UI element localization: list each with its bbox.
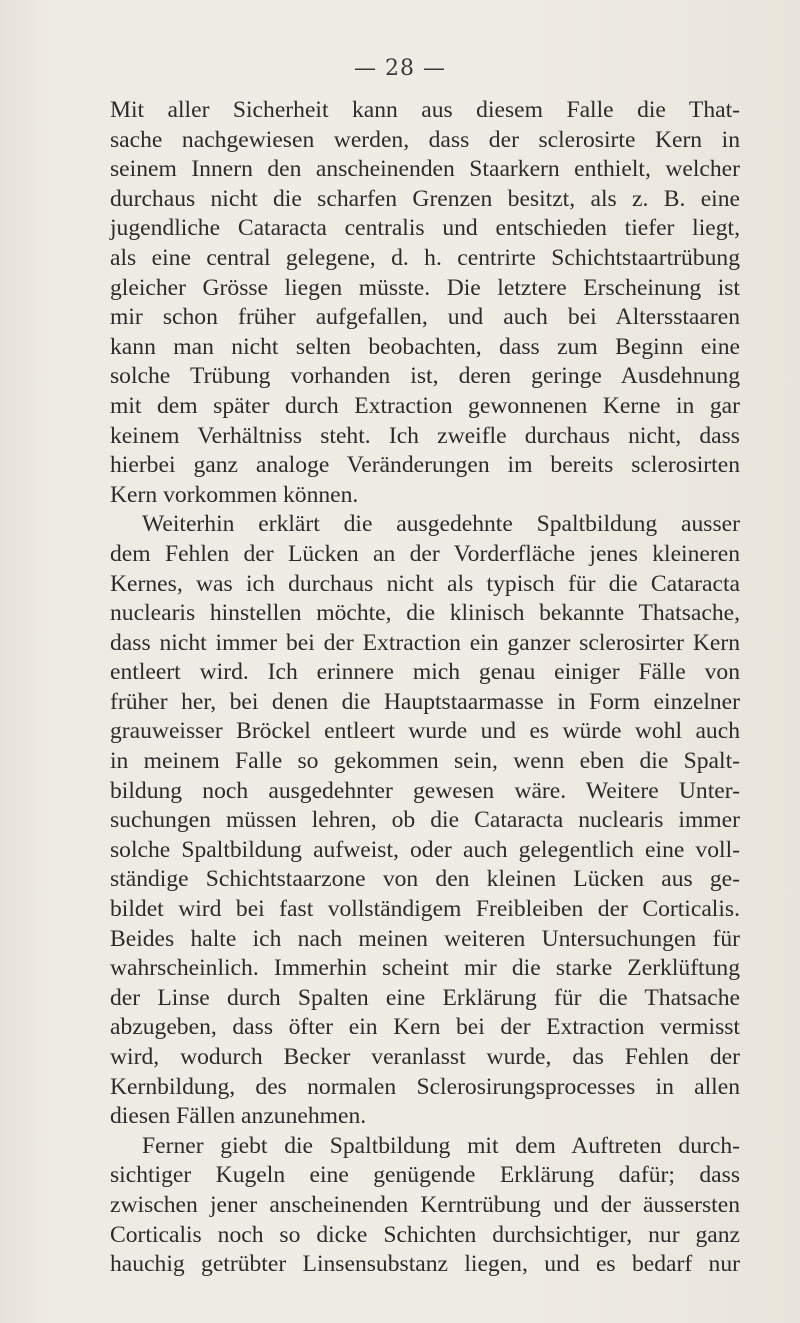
page-number: — 28 —	[354, 56, 446, 81]
text-line: nuclearis hinstellen möchte, die klinisch bekannte Thatsache,	[110, 600, 740, 627]
text-line: mit dem später durch Extraction gewonnenen Kerne in gar	[110, 392, 740, 419]
text-line: Mit aller Sicherheit kann aus diesem Falle die That-	[110, 97, 740, 123]
text-line: hauchig getrübter Linsensubstanz liegen, und es bedarf nur	[110, 1251, 740, 1278]
text-line: mir schon früher aufgefallen, und auch bei Altersstaaren	[110, 304, 740, 331]
text-line: ständige Schichtstaarzone von den kleinen Lücken aus ge-	[110, 866, 740, 893]
text-line: früher her, bei denen die Hauptstaarmasse in Form einzelner	[110, 688, 740, 715]
text-line: in meinem Falle so gekommen sein, wenn eben die Spalt-	[110, 748, 740, 775]
text-line: sichtiger Kugeln eine genügende Erklärung dafür; dass	[110, 1162, 740, 1189]
text-line: jugendliche Cataracta centralis und entschieden tiefer liegt,	[110, 215, 740, 242]
text-line: dass nicht immer bei der Extraction ein ganzer sclerosirter Kern	[110, 629, 740, 656]
paragraph	[110, 510, 740, 1131]
text-line: wird, wodurch Becker veranlasst wurde, das Fehlen der	[110, 1044, 740, 1070]
text-line: grauweisser Bröckel entleert wurde und es würde wohl auch	[110, 718, 740, 745]
text-line: diesen Fällen anzunehmen.	[110, 1103, 367, 1130]
text-line: Beides halte ich nach meinen weiteren Untersuchungen für	[110, 925, 740, 952]
paragraph	[110, 1132, 740, 1280]
text-line: entleert wird. Ich erinnere mich genau einiger Fälle von	[110, 659, 740, 686]
text-line: bildet wird bei fast vollständigem Freibleiben der Corticalis.	[110, 896, 740, 923]
text-line: Kern vorkommen können.	[110, 481, 359, 508]
text-line: solche Trübung vorhanden ist, deren geringe Ausdehnung	[110, 363, 740, 390]
text-line: seinem Innern den anscheinenden Staarkern enthielt, welcher	[110, 156, 740, 183]
body-text	[110, 96, 740, 1280]
text-line: durchaus nicht die scharfen Grenzen besitzt, als z. B. eine	[110, 185, 740, 212]
text-line: zwischen jener anscheinenden Kerntrübung und der äussersten	[110, 1191, 740, 1218]
text-line: Kernbildung, des normalen Sclerosirungsprocesses in allen	[110, 1073, 740, 1100]
text-line: hierbei ganz analoge Veränderungen im bereits sclerosirten	[110, 452, 740, 479]
text-line: solche Spaltbildung aufweist, oder auch gelegentlich eine voll-	[110, 836, 740, 863]
text-line: sache nachgewiesen werden, dass der sclerosirte Kern in	[110, 126, 740, 153]
text-line: suchungen müssen lehren, ob die Cataracta nuclearis immer	[110, 807, 740, 834]
text-line: Kernes, was ich durchaus nicht als typisch für die Cataracta	[110, 570, 740, 597]
text-line: abzugeben, dass öfter ein Kern bei der Extraction vermisst	[110, 1014, 740, 1041]
text-line: dem Fehlen der Lücken an der Vorderfläche jenes kleineren	[110, 540, 740, 567]
text-line: der Linse durch Spalten eine Erklärung für die Thatsache	[110, 984, 740, 1011]
text-line: Ferner giebt die Spaltbildung mit dem Auftreten durch-	[142, 1132, 740, 1159]
text-line: gleicher Grösse liegen müsste. Die letztere Erscheinung ist	[110, 274, 740, 301]
text-line: als eine central gelegene, d. h. centrirte Schichtstaartrübung	[110, 244, 740, 271]
text-line: Weiterhin erklärt die ausgedehnte Spaltbildung ausser	[142, 511, 740, 538]
text-line: Corticalis noch so dicke Schichten durchsichtiger, nur ganz	[110, 1221, 740, 1248]
text-line: bildung noch ausgedehnter gewesen wäre. Weitere Unter-	[110, 777, 740, 804]
text-line: kann man nicht selten beobachten, dass zum Beginn eine	[110, 333, 740, 360]
text-line: keinem Verhältniss steht. Ich zweifle durchaus nicht, dass	[110, 422, 740, 449]
text-line: wahrscheinlich. Immerhin scheint mir die starke Zerklüftung	[110, 955, 740, 982]
paragraph	[110, 96, 740, 510]
